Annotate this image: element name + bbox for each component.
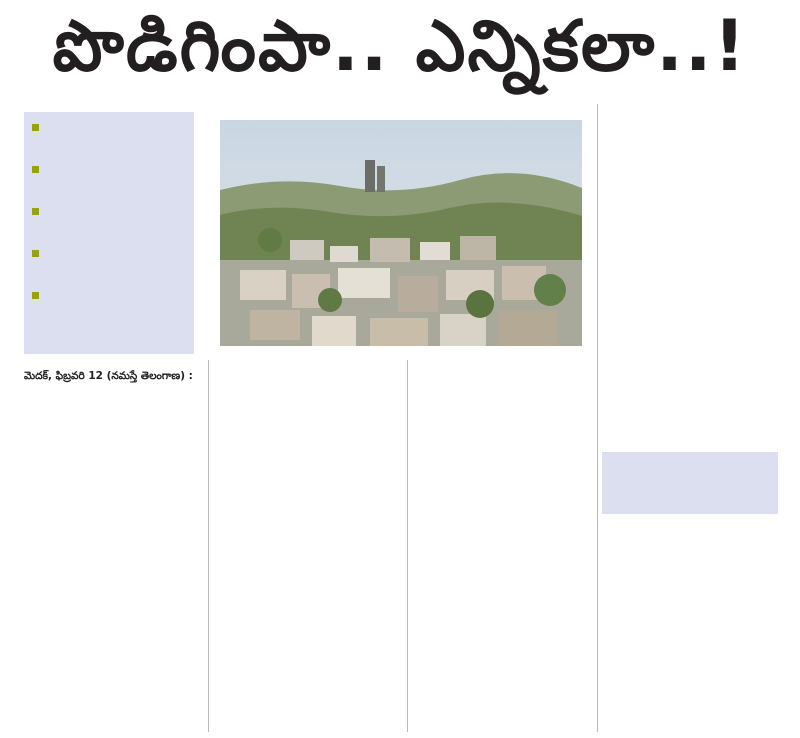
subhead	[412, 366, 596, 383]
column-divider	[407, 360, 408, 732]
highlights-box	[24, 112, 194, 354]
bullet-icon	[32, 124, 39, 131]
column-divider	[208, 360, 209, 732]
article-paragraph	[412, 352, 596, 366]
article-column-3	[412, 352, 596, 733]
bullet-icon	[32, 166, 39, 173]
highlight-item	[32, 288, 188, 324]
article-paragraph	[24, 385, 206, 399]
article-paragraph	[602, 520, 778, 534]
dateline: మెదక్, ఫిబ్రవరి 12 (నమస్తే తెలంగాణ) :	[24, 370, 193, 382]
article-column-4	[602, 104, 778, 434]
article-column-1	[24, 368, 206, 733]
bullet-icon	[32, 208, 39, 215]
bullet-icon	[32, 250, 39, 257]
highlight-item	[32, 204, 188, 240]
byline	[602, 680, 778, 730]
article-paragraph	[412, 387, 596, 401]
subhead	[214, 368, 404, 385]
highlight-item	[32, 162, 188, 198]
highlight-item	[32, 246, 188, 282]
article-paragraph	[214, 389, 404, 403]
article-column-5	[602, 520, 778, 675]
town-aerial-photo	[220, 120, 582, 346]
headline: పొడిగింపా.. ఎన్నికలా..!	[52, 4, 748, 87]
highlight-item	[32, 120, 188, 156]
column-divider	[597, 104, 598, 732]
bullet-icon	[32, 292, 39, 299]
callout-box	[602, 452, 778, 514]
article-column-2	[214, 368, 404, 733]
article-paragraph	[602, 104, 778, 118]
